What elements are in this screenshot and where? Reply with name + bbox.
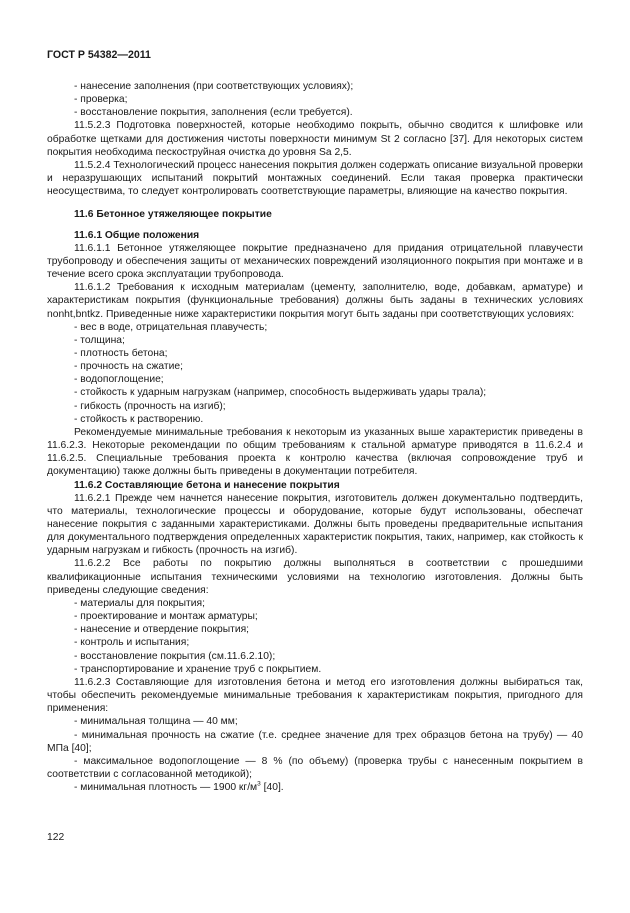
document-code-header: ГОСТ Р 54382—2011 bbox=[47, 49, 151, 61]
list-item: - проектирование и монтаж арматуры; bbox=[74, 611, 258, 623]
list-item: - гибкость (прочность на изгиб); bbox=[74, 400, 226, 412]
list-item: - нанесение заполнения (при соответствующих условиях); bbox=[74, 81, 354, 92]
paragraph-11-6-1-1: 11.6.1.1 Бетонное утяжеляющее покрытие предназначено для придания отрицательной плавучести трубопроводу и обеспечения защиты от механических повреждений изоляционного покрытия при монтаже и в течение всего срока эксплуатации трубопровода. bbox=[47, 242, 583, 281]
subsection-heading-11-6-2: 11.6.2 Составляющие бетона и нанесение покрытия bbox=[74, 479, 340, 491]
list-item: - водопоглощение; bbox=[74, 374, 164, 386]
section-heading-11-6: 11.6 Бетонное утяжеляющее покрытие bbox=[74, 209, 272, 221]
paragraph-recommended-requirements: Рекомендуемые минимальные требования к некоторым из указанных выше характеристик приведены в 11.6.2.3. Некоторые рекомендации по общим требованиям к стальной арматуре приводятся в 11.6.2.4 и 11.6.2.5. Специальные требования проекта к контролю качества (включая сопровождение труб и документацию) также должны быть приведены в документации потребителя. bbox=[47, 426, 583, 478]
list-item: - прочность на сжатие; bbox=[74, 361, 183, 373]
list-item bbox=[47, 781, 583, 794]
list-item: - стойкость к ударным нагрузкам (например, способность выдерживать удары трала); bbox=[74, 387, 487, 399]
list-item: - плотность бетона; bbox=[74, 347, 168, 359]
paragraph-11-6-2-1: 11.6.2.1 Прежде чем начнется нанесение покрытия, изготовитель должен документально подтвердить, что материалы, технологические процессы и оборудование, которые будут использованы, обеспечат нанесение покрытия с заданными характеристиками. Должны быть проведены предварительные испытания для документального подтверждения определенных характеристик покрытия, таких, например, как стойкость к ударным нагрузкам и гибкость (прочность на изгиб). bbox=[47, 492, 583, 557]
paragraph-11-6-2-3: 11.6.2.3 Составляющие для изготовления бетона и метод его изготовления должны выбираться так, чтобы обеспечить рекомендуемые минимальные требования к характеристикам покрытия, пригодного для применения: bbox=[47, 676, 583, 715]
list-item: - нанесение и отвердение покрытия; bbox=[74, 624, 250, 636]
list-item: - восстановление покрытия, заполнения (если требуется). bbox=[74, 107, 353, 119]
paragraph-11-6-2-2: 11.6.2.2 Все работы по покрытию должны выполняться в соответствии с прошедшими квалификационные испытания техническими условиями на технологию изготовления. Должны быть приведены следующие сведения: bbox=[47, 558, 583, 596]
paragraph-11-5-2-4: 11.5.2.4 Технологический процесс нанесения покрытия должен содержать описание визуальной проверки и неразрушающих испытаний покрытий монтажных соединений. Если такая проверка практически неосуществима, то следует контролировать соответствующие параметры, влияющие на качество покрытия. bbox=[47, 159, 583, 198]
density-text: - минимальная плотность — 1900 кг/м bbox=[74, 782, 258, 794]
list-item: - стойкость к растворению. bbox=[74, 413, 204, 425]
list-item: - вес в воде, отрицательная плавучесть; bbox=[74, 321, 268, 333]
list-item: - восстановление покрытия (см.11.6.2.10); bbox=[74, 650, 276, 662]
list-item: - транспортирование и хранение труб с покрытием. bbox=[74, 663, 322, 675]
list-item: - толщина; bbox=[74, 334, 125, 346]
list-item: - минимальная толщина — 40 мм; bbox=[74, 716, 238, 728]
paragraph-11-6-1-2: 11.6.1.2 Требования к исходным материалам (цементу, заполнителю, воде, добавкам, арматуре) и характеристикам покрытия (функциональные требования) должны быть заданы в технических условиях nonht,bntkz. Приведенные ниже характеристики покрытия могут быть заданы при соответствующих условиях: bbox=[47, 282, 583, 320]
list-item: - контроль и испытания; bbox=[74, 637, 190, 649]
subsection-heading-11-6-1: 11.6.1 Общие положения bbox=[74, 229, 200, 241]
list-item: - максимальное водопоглощение — 8 % (по объему) (проверка трубы с нанесенным покрытием в соответствии с согласованной методикой); bbox=[47, 755, 583, 780]
paragraph-11-5-2-3: 11.5.2.3 Подготовка поверхностей, которые необходимо покрыть, обычно сводится к шлифовке или обработке щетками для достижения чистоты поверхности минимум St 2 согласно [37]. Для некоторых систем покрытия необходима пескоструйная очистка до уровня Sa 2,5. bbox=[47, 120, 583, 158]
page-number: 122 bbox=[47, 832, 65, 843]
list-item: - минимальная прочность на сжатие (т.е. среднее значение для трех образцов бетона на трубу) — 40 МПа [40]; bbox=[47, 729, 583, 754]
list-item: - проверка; bbox=[74, 94, 128, 106]
density-reference: [40]. bbox=[260, 782, 284, 794]
document-body bbox=[47, 80, 583, 794]
cubic-superscript: 3 bbox=[257, 780, 261, 788]
list-item: - материалы для покрытия; bbox=[74, 597, 205, 609]
